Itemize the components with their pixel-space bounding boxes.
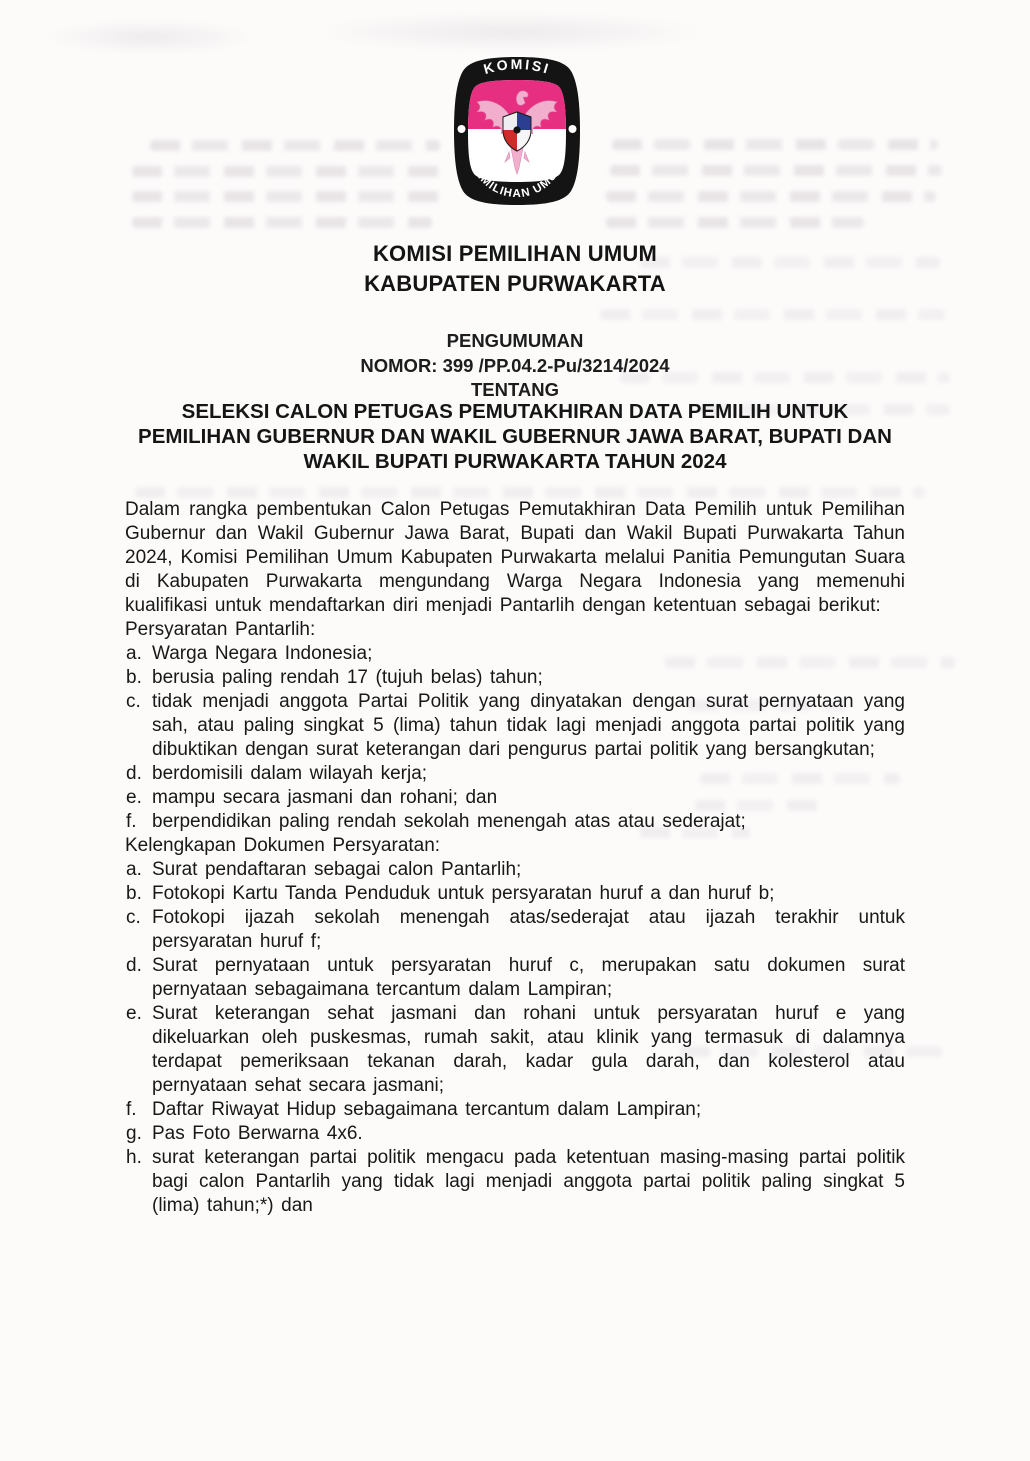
org-header	[125, 239, 905, 299]
bleedthrough-mark	[135, 487, 925, 498]
list-item-requirement-d	[125, 762, 905, 786]
bleedthrough-mark	[610, 165, 942, 176]
title-line3: WAKIL BUPATI PURWAKARTA TAHUN 2024	[303, 449, 727, 473]
list-text: berusia paling rendah 17 (tujuh belas) tahun;	[152, 667, 543, 688]
document-title	[110, 400, 920, 474]
list-item-requirement-b	[125, 666, 905, 690]
list-letter: f.	[126, 811, 137, 832]
list-letter: h.	[126, 1147, 142, 1168]
list-item-requirement-c	[125, 690, 905, 762]
announcement-number: NOMOR: 399 /PP.04.2-Pu/3214/2024	[360, 354, 670, 376]
intro-paragraph: Dalam rangka pembentukan Calon Petugas Pemutakhiran Data Pemilih untuk Pemilihan Gubernur dan Wakil Gubernur Jawa Barat, Bupati dan Wakil Bupati Purwakarta Tahun 2024, Komisi Pemilihan Umum Kabupaten Purwakarta melalui Panitia Pemungutan Suara di Kabupaten Purwakarta mengundang Warga Negara Indonesia yang memenuhi kualifikasi untuk mendaftarkan diri menjadi Pantarlih dengan ketentuan sebagai berikut:	[125, 499, 905, 616]
list-text: Warga Negara Indonesia;	[152, 643, 373, 664]
bleedthrough-mark	[132, 191, 448, 202]
list-text: Pas Foto Berwarna 4x6.	[152, 1123, 363, 1144]
bleedthrough-mark	[150, 140, 440, 151]
list-item-document-b	[125, 882, 905, 906]
list-text: Surat pernyataan untuk persyaratan huruf c, merupakan satu dokumen surat pernyataan sebagaimana tercantum dalam Lampiran;	[152, 955, 905, 1000]
bleedthrough-mark	[606, 217, 864, 228]
title-line1: SELEKSI CALON PETUGAS PEMUTAKHIRAN DATA PEMILIH UNTUK	[181, 400, 849, 423]
list-letter: e.	[126, 787, 142, 808]
list-letter: e.	[126, 1003, 142, 1024]
list-text: Daftar Riwayat Hidup sebagaimana tercantum dalam Lampiran;	[152, 1099, 702, 1120]
list-item-document-g	[125, 1122, 905, 1146]
list-text: Surat keterangan sehat jasmani dan rohani untuk persyaratan huruf e yang dikeluarkan oleh puskesmas, rumah sakit, atau klinik yang termasuk di dalamnya terdapat pemeriksaan tekanan darah, kadar gula darah, dan kolesterol atau pernyataan sehat secara jasmani;	[152, 1003, 905, 1096]
document-body	[125, 498, 905, 1218]
bleedthrough-mark	[606, 191, 936, 202]
org-name-line2: KABUPATEN PURWAKARTA	[364, 271, 666, 296]
list-letter: b.	[126, 667, 142, 688]
logo-arc-bottom-text: PEMILIHAN UMUM	[468, 160, 567, 201]
kpu-logo-icon	[452, 56, 582, 206]
requirements-heading: Persyaratan Pantarlih:	[125, 619, 316, 640]
kpu-logo	[452, 56, 582, 208]
announcement-header	[125, 329, 905, 403]
announcement-about-label: TENTANG	[470, 379, 560, 400]
list-text: berpendidikan paling rendah sekolah menengah atas atau sederajat;	[152, 811, 746, 832]
list-text: Fotokopi Kartu Tanda Penduduk untuk persyaratan huruf a dan huruf b;	[152, 883, 775, 904]
bleedthrough-mark	[600, 309, 945, 320]
list-item-document-d	[125, 954, 905, 1002]
list-item-document-a	[125, 858, 905, 882]
list-letter: a.	[126, 643, 142, 664]
list-text: surat keterangan partai politik mengacu pada ketentuan masing-masing partai politik bagi calon Pantarlih yang tidak lagi menjadi anggota partai politik paling singkat 5 (lima) tahun;*) dan	[152, 1147, 905, 1216]
list-letter: a.	[126, 859, 142, 880]
list-letter: c.	[126, 907, 141, 928]
list-letter: g.	[126, 1123, 142, 1144]
list-text: berdomisili dalam wilayah kerja;	[152, 763, 428, 784]
list-text: Surat pendaftaran sebagai calon Pantarlih;	[152, 859, 522, 880]
list-item-document-h	[125, 1146, 905, 1218]
announcement-label: PENGUMUMAN	[446, 330, 584, 351]
list-item-requirement-e	[125, 786, 905, 810]
title-line2: PEMILIHAN GUBERNUR DAN WAKIL GUBERNUR JAWA BARAT, BUPATI DAN	[138, 424, 892, 448]
list-letter: c.	[126, 691, 141, 712]
list-item-document-c	[125, 906, 905, 954]
list-letter: f.	[126, 1099, 137, 1120]
list-item-document-e	[125, 1002, 905, 1098]
bleedthrough-mark	[132, 166, 444, 177]
documents-heading: Kelengkapan Dokumen Persyaratan:	[125, 835, 441, 856]
org-name-line1: KOMISI PEMILIHAN UMUM	[372, 241, 658, 266]
list-text: mampu secara jasmani dan rohani; dan	[152, 787, 498, 808]
scan-smudge	[40, 20, 260, 54]
logo-arc-top-text: KOMISI	[481, 56, 553, 78]
list-letter: d.	[126, 955, 142, 976]
list-item-requirement-f	[125, 810, 905, 834]
list-letter: d.	[126, 763, 142, 784]
bleedthrough-mark	[612, 139, 938, 150]
list-item-requirement-a	[125, 642, 905, 666]
list-text: tidak menjadi anggota Partai Politik yang dinyatakan dengan surat pernyataan yang sah, atau paling singkat 5 (lima) tahun tidak lagi menjadi anggota partai politik yang dibuktikan dengan surat keterangan dari pengurus partai politik yang bersangkutan;	[152, 691, 905, 760]
list-letter: b.	[126, 883, 142, 904]
list-text: Fotokopi ijazah sekolah menengah atas/sederajat atau ijazah terakhir untuk persyaratan huruf f;	[152, 907, 905, 952]
scan-smudge	[300, 12, 720, 52]
bleedthrough-mark	[132, 217, 432, 228]
list-item-document-f	[125, 1098, 905, 1122]
